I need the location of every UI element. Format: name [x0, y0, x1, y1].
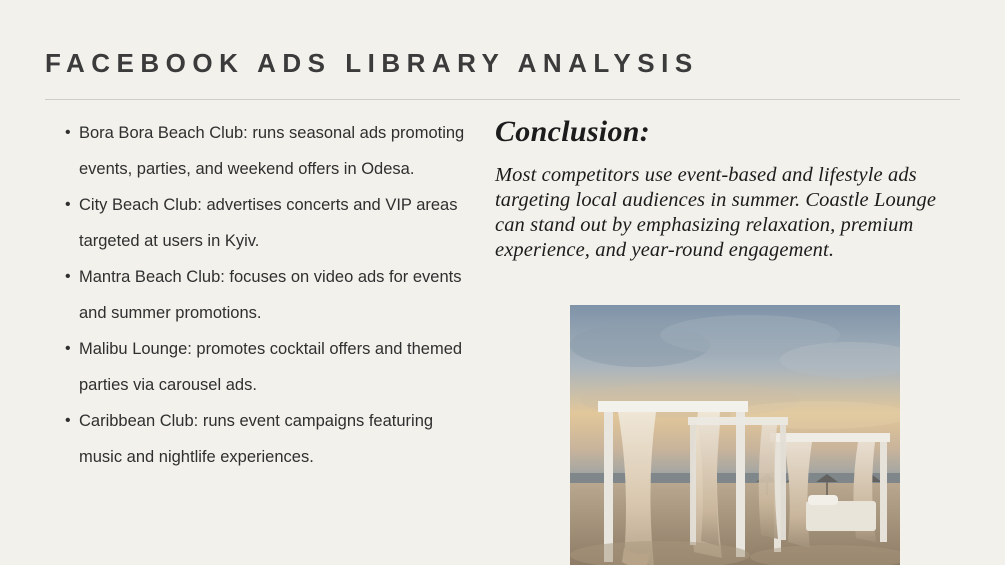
list-item: • Mantra Beach Club: focuses on video ads for events and summer promotions. [67, 259, 475, 331]
beach-cabanas-photo [570, 305, 900, 565]
list-item: • City Beach Club: advertises concerts and VIP areas targeted at users in Kyiv. [67, 187, 475, 259]
title-divider [45, 99, 960, 100]
list-item: • Malibu Lounge: promotes cocktail offers and themed parties via carousel ads. [67, 331, 475, 403]
content-columns [45, 115, 965, 475]
list-item: • Caribbean Club: runs event campaigns featuring music and nightlife experiences. [67, 403, 475, 475]
list-item: • Bora Bora Beach Club: runs seasonal ads promoting events, parties, and weekend offers in Odesa. [67, 115, 475, 187]
conclusion-heading: Conclusion: [495, 115, 651, 148]
page-title: FACEBOOK ADS LIBRARY ANALYSIS [45, 48, 699, 78]
competitor-list [45, 115, 475, 475]
right-column [495, 115, 965, 475]
left-column [45, 115, 475, 475]
conclusion-text: Most competitors use event-based and lifestyle ads targeting local audiences in summer. Coastle Lounge can stand out by emphasizing relaxation, premium experience, and year-round engagement. [495, 164, 937, 261]
